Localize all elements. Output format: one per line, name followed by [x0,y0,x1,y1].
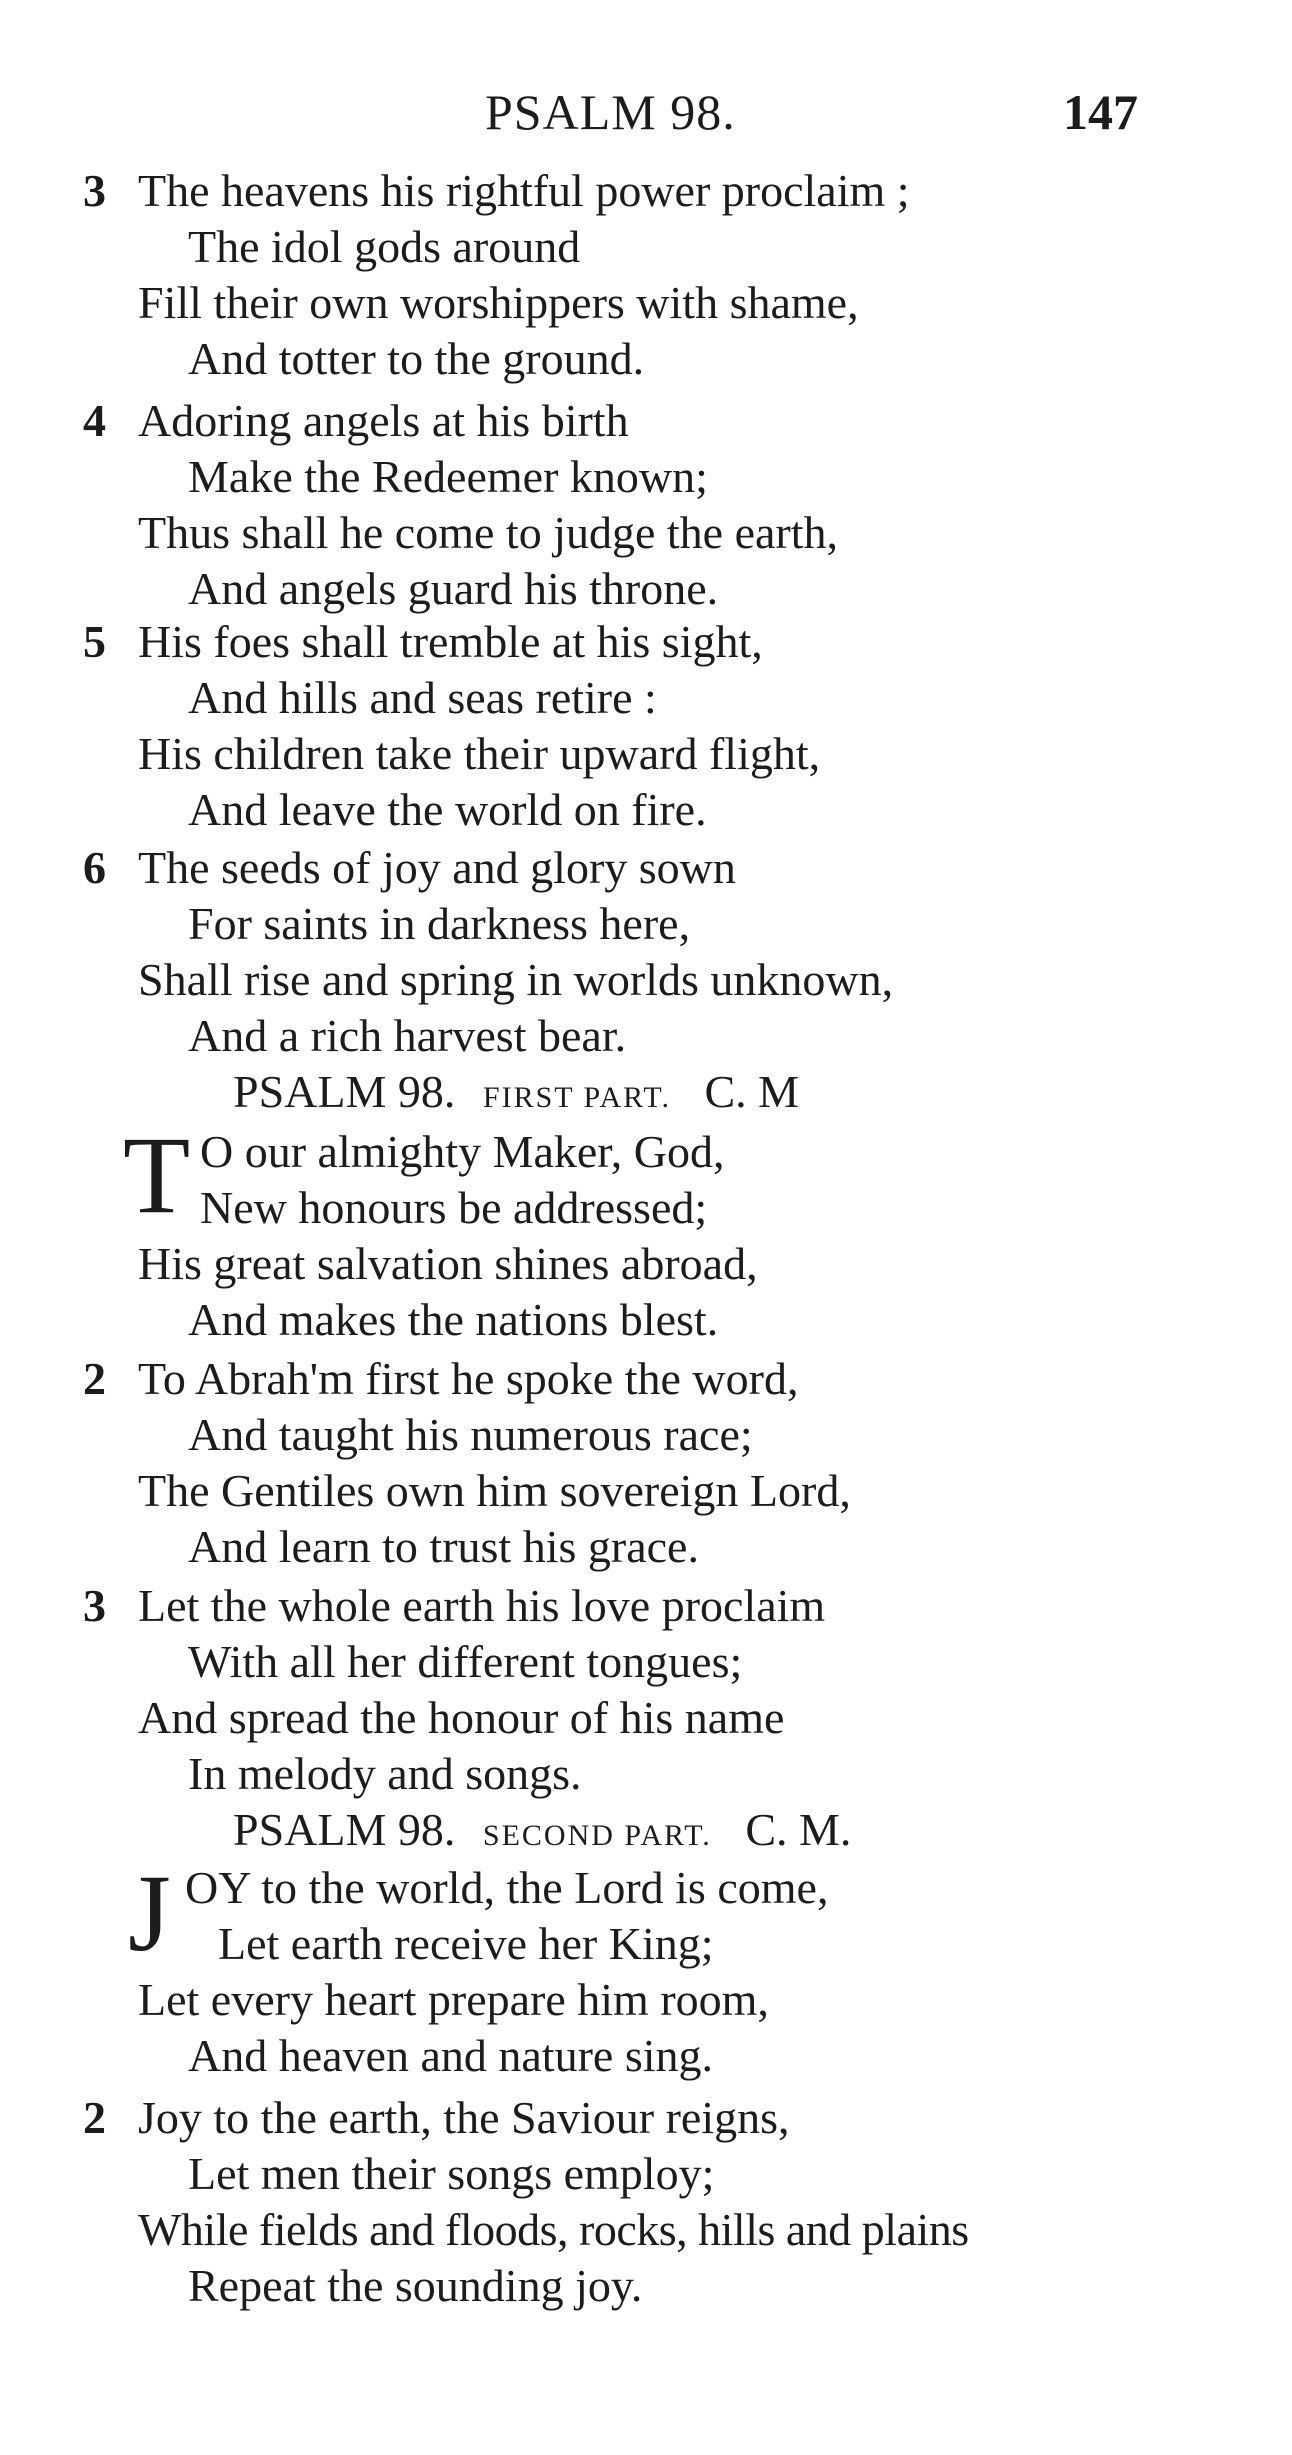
heading-meter: C. M [704,1066,800,1117]
page-number: 147 [1063,84,1138,140]
verse-line: And a rich harvest bear. [188,1010,627,1061]
verse-line: Make the Redeemer known; [188,451,708,502]
verse-line: The Gentiles own him sovereign Lord, [138,1465,851,1516]
verse-number: 3 [83,165,106,216]
verse-line: Joy to the earth, the Saviour reigns, [138,2092,790,2143]
verse-line: And hills and seas retire : [188,672,657,723]
verse-line: The idol gods around [188,221,581,272]
verse-line: In melody and songs. [188,1748,582,1799]
verse-line: The seeds of joy and glory sown [138,842,736,893]
verse-line: For saints in darkness here, [188,898,691,949]
verse-number: 2 [83,2092,106,2143]
verse-line: And leave the world on fire. [188,784,707,835]
verse-line: And spread the honour of his name [138,1692,785,1743]
heading-part: SECOND PART. [482,1819,712,1852]
verse-line: And angels guard his throne. [188,563,719,614]
verse-line: His foes shall tremble at his sight, [138,616,763,667]
running-head [0,82,1292,142]
verse-line: The heavens his rightful power proclaim ; [138,165,910,216]
verse-line: And taught his numerous race; [188,1409,753,1460]
verse-number: 6 [83,842,106,893]
verse-line: Let men their songs employ; [188,2148,715,2199]
verse-number: 2 [83,1353,106,1404]
verse-line: And learn to trust his grace. [188,1521,699,1572]
verse-line: O our almighty Maker, God, [200,1126,725,1177]
verse-line: While fields and floods, rocks, hills and plains [138,2204,969,2255]
verse-line: Let the whole earth his love proclaim [138,1580,826,1631]
verse-line: Shall rise and spring in worlds unknown, [138,954,894,1005]
verse-number: 4 [83,395,106,446]
verse-line: With all her different tongues; [188,1636,743,1687]
heading-title: PSALM 98. [233,1804,456,1855]
verse-line: And makes the nations blest. [188,1294,719,1345]
heading-part: FIRST PART. [482,1081,671,1114]
heading-meter: C. M. [745,1804,852,1855]
verse-line: OY to the world, the Lord is come, [185,1862,829,1913]
verse-line: Repeat the sounding joy. [188,2260,643,2311]
verse-number: 5 [83,616,106,667]
verse-number: 3 [83,1580,106,1631]
drop-cap: J [128,1852,171,1974]
hymn-heading [233,1064,799,1120]
verse-line: New honours be addressed; [200,1182,708,1233]
running-title: PSALM 98. [485,84,736,140]
drop-cap: T [123,1114,191,1236]
verse-line: Let earth receive her King; [218,1918,714,1969]
heading-title: PSALM 98. [233,1066,456,1117]
verse-line: To Abrah'm first he spoke the word, [138,1353,799,1404]
hymn-heading [233,1802,851,1858]
verse-line: And heaven and nature sing. [188,2030,714,2081]
verse-line: And totter to the ground. [188,333,645,384]
verse-line: His children take their upward flight, [138,728,821,779]
verse-line: Fill their own worshippers with shame, [138,277,859,328]
verse-line: Thus shall he come to judge the earth, [138,507,839,558]
verse-line: Let every heart prepare him room, [138,1974,769,2025]
verse-line: His great salvation shines abroad, [138,1238,758,1289]
verse-line: Adoring angels at his birth [138,395,629,446]
